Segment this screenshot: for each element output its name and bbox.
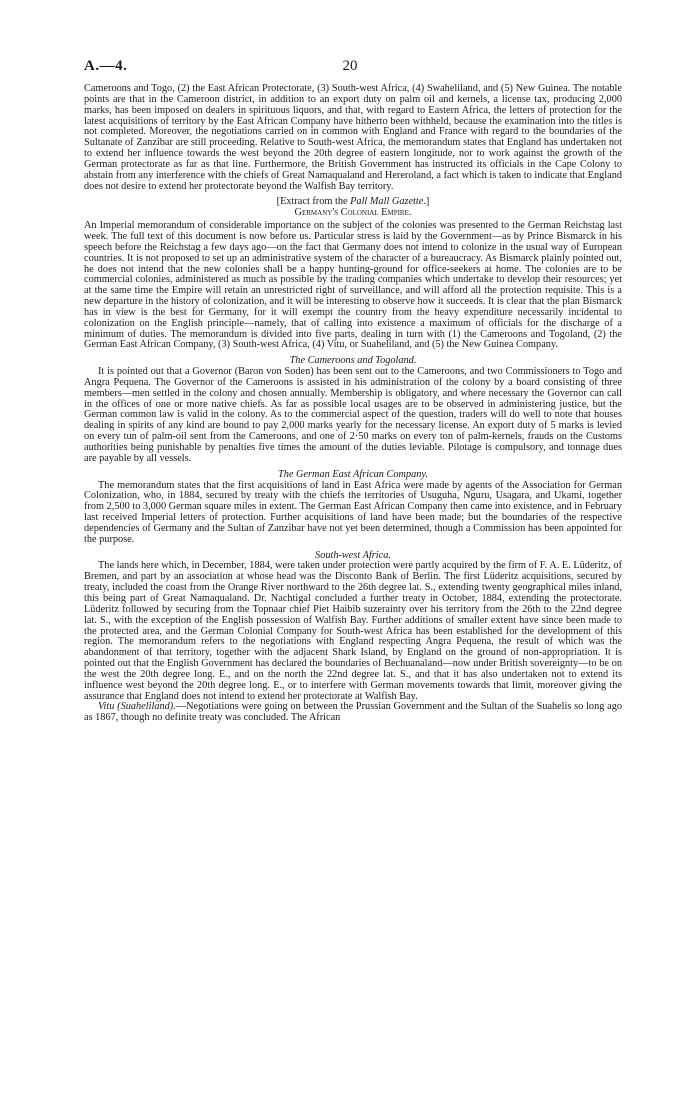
article-intro: An Imperial memorandum of considerable importance on the subject of the colonies was presented to the German Reichstag last week. The full text of this document is now before us. Particular stress is laid by the Government—as by Prince Bismarck in his speech before the Reichstag a few days ago—on the fact that Germany does not intend to colonize in the usual way of European countries. It is not proposed to set up an administrative system of the character of a bureaucracy. As Bismarck plainly pointed out, he does not intend that the new colonies shall be a happy hunting-ground for office-seekers at home. The colonies are to be commercial colonies, administered as much as possible by the trading companies which undertake to develop their resources; yet at the same time the Empire will retain an unrestricted right of surveillance, and will afford all the protection requisite. This is a new departure in the history of colonization, and it will be interesting to observe how it succeeds. It is clear that the plan Bismarck has in view is the best for Germany, for it will exempt the country from the heavy expenditure necessarily incidental to colonization on the English principle—namely, that of calling into existence a maximum of officials for the discharge of a minimum of duties. The memorandum is divided into five parts, dealing in turn with (1) the Cameroons and Togoland, (2) the German East African Company, (3) South-west Africa, (4) Vitu, or Suaheliland, and (5) the New Guinea Company.: [84, 220, 622, 351]
page-number: 20: [342, 58, 358, 74]
section-title-south-west-africa: South-west Africa.: [315, 549, 391, 561]
section-text-east-africa: The memorandum states that the first acquisitions of land in East Africa were made by agents of the Association for German Colonization, who, in 1884, secured by treaty with the chiefs the territories of Usuguha, Nguru, Usagara, and Ukami, together from 2,500 to 3,000 German square miles in extent. The German East African Company then came into existence, and in February last received Imperial letters of protection. Further acquisitions of land have been made; but the boundaries of the respective dependencies of Germany and the Sultan of Zanzibar have not yet been determined, though a Commission has been appointed for the purpose.: [84, 479, 622, 545]
vitu-text: —Negotiations were going on between the Prussian Government and the Sultan of the Suahelis so long ago as 1867, though no definite treaty was concluded. The African: [84, 701, 622, 724]
extract-prefix: [Extract from the: [276, 196, 351, 208]
document-body: [84, 84, 622, 724]
article-heading: Germany's Colonial Empire.: [294, 207, 412, 219]
vitu-paragraph: [84, 702, 622, 724]
section-text-south-west-africa: The lands here which, in December, 1884, were taken under protection were partly acquired by the firm of F. A. E. Lüderitz, of Bremen, and part by an association at whose head was the Disconto Bank of Berlin. The first Lüderitz acquisitions, secured by treaty, included the coast from the Orange River northward to the 26th degree lat. S., extending twenty geographical miles inland, this being part of Great Namaqualand. Dr. Nachtigal concluded a further treaty in October, 1884, extending the protectorate. Lüderitz followed by securing from the Topnaar chief Piet Haibib suzerainty over his territory from the 26th to the 22nd degree lat. S., with the exception of the English possession of Walfish Bay. Further additions of smaller extent have since been made to the protected area, and the German Colonial Company for South-west Africa has been established for the development of this region. The memorandum refers to the negotiations with England respecting Angra Pequena, the result of which was the abandonment of that territory, together with the adjacent Shark Island, by England on the ground of non-appropriation. It is pointed out that the English Government has declared the boundaries of Bechuanaland—now under British sovereignty—to be on the west the 20th degree long. E., and on the north the 22nd degree lat. S., and that it has also undertaken not to extend its influence west beyond the 20th degree long. E., or to interfere with German movements towards that limit, moreover giving the assurance that England does not intend to extend her protectorate at Walfish Bay.: [84, 560, 622, 702]
extract-source: Pall Mall Gazette: [350, 196, 424, 208]
opening-paragraph: Cameroons and Togo, (2) the East African Protectorate, (3) South-west Africa, (4) Swaheliland, and (5) New Guinea. The notable points are that in the Cameroon district, in addition to an export duty on palm oil and kernels, a license tax, producing 2,000 marks, has been imposed on dealers in spirituous liquors, and that, with regard to Eastern Africa, the letters of protection for the latest acquisitions of territory by the East African Company have hitherto been withheld, because the examination into the titles is not completed. Moreover, the negotiations carried on in common with England and France with regard to the boundaries of the Sultanate of Zanzibar are still proceeding. Relative to South-west Africa, the memorandum states that England has undertaken not to extend her influence towards the west beyond the 20th degree of eastern longitude, nor to work against the growth of the German protectorate as far as that line. Furthermore, the British Government has instructed its officials in the Cape Colony to abstain from any interference with the chiefs of Great Namaqualand and Hereroland, a fact which is taken to indicate that England does not desire to extend her protectorate beyond the Walfish Bay territory.: [84, 83, 622, 192]
document-reference: A.—4.: [84, 58, 128, 74]
extract-suffix: .]: [423, 196, 430, 208]
vitu-label: Vitu (Suaheliland).: [98, 701, 176, 713]
section-text-cameroons: It is pointed out that a Governor (Baron von Soden) has been sent out to the Cameroons, and two Commissioners to Togo and Angra Pequena. The Governor of the Cameroons is assisted in his administration of the colony by a board consisting of three members—men settled in the colony and chosen annually. Membership is obligatory, and where necessary the Governor can call in the offices of one or more native chiefs. As far as possible local usages are to be observed in administering justice, but the German common law is valid in the colony. As to the commercial aspect of the question, traders will do well to note that houses dealing in spirits of any kind are bound to pay 2,000 marks yearly for the necessary license. An export duty of 5 marks is levied on every tun of palm-oil sent from the Cameroons, and one of 2·50 marks on every ton of palm-kernels, frauds on the Customs authorities being punishable by penalties five times the amount of the duties leviable. Pilotage is compulsory, and tonnage dues are payable by all vessels.: [84, 366, 622, 464]
section-title-cameroons: The Cameroons and Togoland.: [289, 355, 417, 367]
section-title-east-africa: The German East African Company.: [278, 468, 428, 480]
page-header: [84, 58, 616, 76]
